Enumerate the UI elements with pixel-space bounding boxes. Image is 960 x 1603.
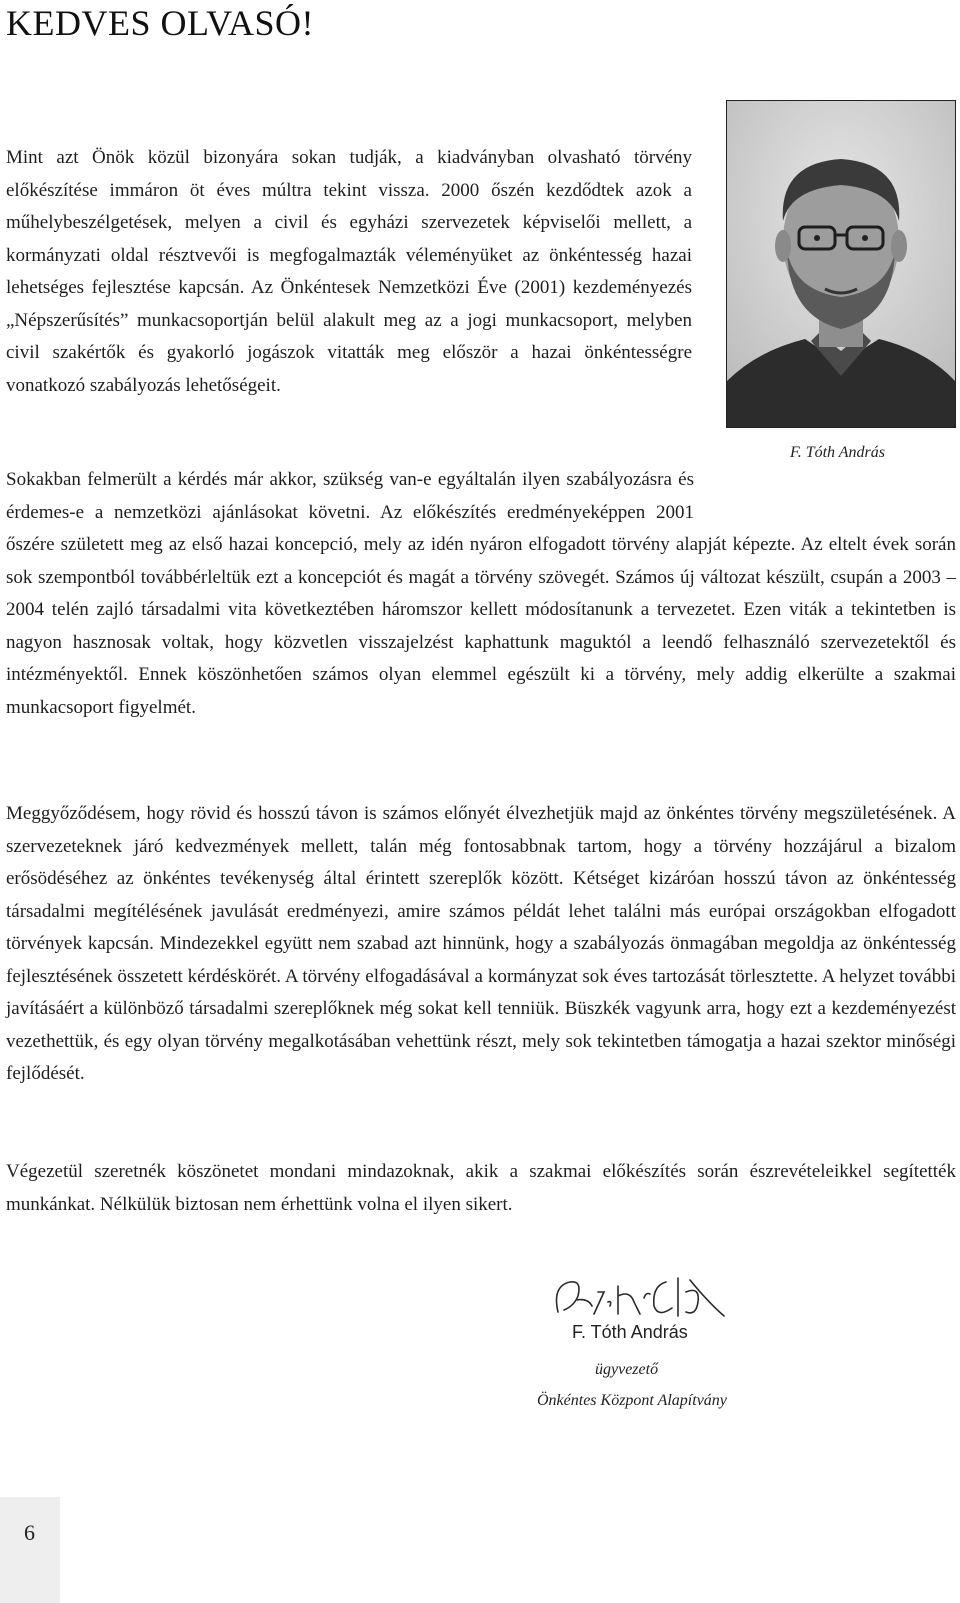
paragraph-preparation-text: Sokakban felmerült a kérdés már akkor, szükség van-e egyáltalán ilyen szabályozásra és érdemes-e a nemzetközi ajánlásokat követni. Az előkészítés eredményeképpen 2001 őszére született meg az első hazai koncepció, mely az idén nyáron elfogadott törvény alapját képezte. Az eltelt évek során sok szempontból továbbérleltük ezt a koncepciót és magát a törvény szövegét. Számos új változat készült, csupán a 2003 – 2004 telén zajló társadalmi vita következtében háromszor kellett módosítanunk a tervezetet. Ezen viták a tekintetben is nagyon hasznosak voltak, hogy közvetlen visszajelzést kaphattunk maguktól a leendő felhasználó szervezetektől és intézményektől. Ennek köszönhetően számos olyan elemmel egészült ki a törvény, mely addig elkerülte a szakmai munkacsoport figyelmét.	[6, 469, 956, 718]
paragraph-thanks: Végezetül szeretnék köszönetet mondani mindazoknak, akik a szakmai előkészítés során észrevételeikkel segítették munkánkat. Nélkülük biztosan nem érhettünk volna el ilyen sikert.	[6, 1161, 956, 1215]
portrait-illustration	[727, 101, 955, 427]
paragraph-preparation	[6, 464, 956, 724]
paragraph-intro: Mint azt Önök közül bizonyára sokan tudják, a kiadványban olvasható törvény előkészítése immáron öt éves múltra tekint vissza. 2000 őszén kezdődtek azok a műhelybeszélgetések, melyen a civil és egyházi szervezetek képviselői mellett, a kormányzati oldal résztvevői is megfogalmazták véleményüket az önkéntesség hazai lehetséges fejlesztése kapcsán. Az Önkéntesek Nemzetközi Éve (2001) kezdeményezés „Népszerűsítés” munkacsoportján belül alakult meg az a jogi munkacsoport, melyben civil szakértők és gyakorló jogászok vitatták meg először a hazai önkéntességre vonatkozó szabályozás lehetőségeit.	[6, 147, 692, 396]
photo-caption: F. Tóth András	[790, 444, 885, 461]
paragraph-conviction: Meggyőződésem, hogy rövid és hosszú távon is számos előnyét élvezhetjük majd az önkéntes törvény megszületésének. A szervezeteknek járó kedvezmények mellett, talán még fontosabbnak tartom, hogy a törvény hozzájárul a bizalom erősödéséhez az önkéntes tevékenység által érintett szereplők között. Kétséget kizáróan hosszú távon az önkéntesség társadalmi megítélésének javulását eredményezi, amire számos példát lehet találni más európai országokban elfogadott törvények kapcsán. Mindezekkel együtt nem szabad azt hinnünk, hogy a szabályozás önmagában megoldja az önkéntesség fejlesztésének összetett kérdéskörét. A törvény elfogadásával a kormányzat sok éves tartozását törlesztette. A helyzet további javításáért a különböző társadalmi szereplőknek még sokat kell tenniük. Büszkék vagyunk arra, hogy ezt a kezdeményezést vezethettük, és egy olyan törvény megalkotásában vehettünk részt, mely sok tekintetben támogatja a hazai szektor minőségi fejlődését.	[6, 803, 956, 1084]
float-spacer	[694, 464, 956, 528]
author-photo	[726, 100, 956, 428]
handwritten-signature	[548, 1272, 738, 1329]
page-number-box	[0, 1497, 60, 1603]
page-title: KEDVES OLVASÓ!	[6, 3, 315, 43]
signature-role: ügyvezető	[595, 1361, 659, 1378]
page-number: 6	[24, 1520, 35, 1545]
signature-name: F. Tóth András	[572, 1322, 688, 1342]
signature-organization: Önkéntes Központ Alapítvány	[537, 1392, 727, 1409]
